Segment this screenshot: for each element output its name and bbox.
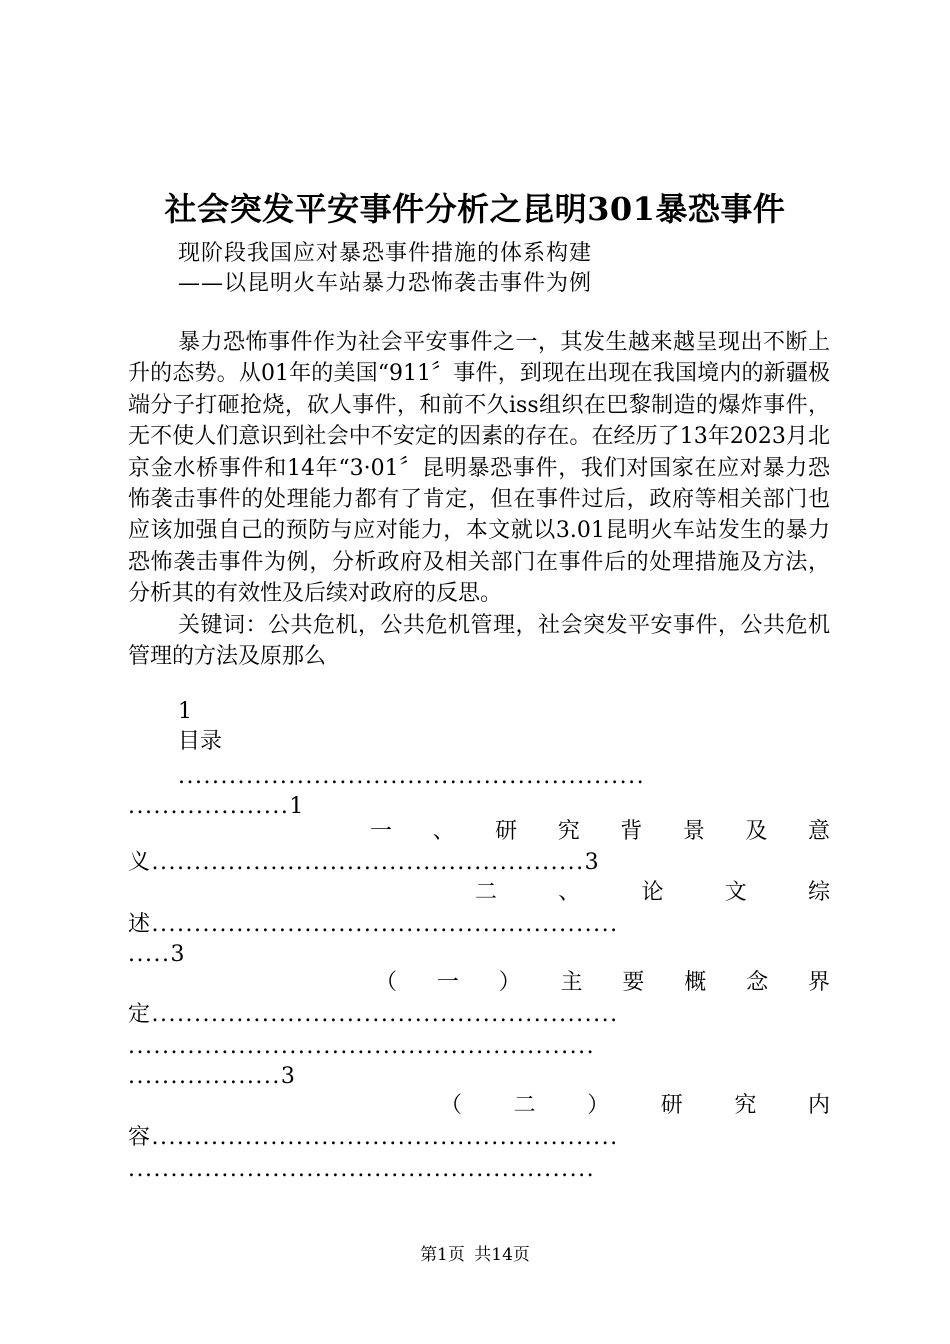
toc-item-2-cont: 述.......................................................	[128, 912, 619, 937]
document-title: 社会突发平安事件分析之昆明301暴恐事件	[164, 190, 786, 228]
abstract-paragraph: 暴力恐怖事件作为社会平安事件之一，其发生越来越呈现出不断上升的态势。从01年的美国“911〞事件，到现在出现在我国境内的新疆极端分子打砸抢烧，砍人事件，和前不久iss组织在巴黎制造的爆炸事件，无不使人们意识到社会中不安定的因素的存在。在经历了13年2023月北京金水桥事件和14年“3·01〞昆明暴恐事件，我们对国家在应对暴力恐怖袭击事件的处理能力都有了肯定，但在事件过后，政府等相关部门也应该加强自己的预防与应对能力，本文就以3.01昆明火车站发生的暴力恐怖袭击事件为例，分析政府及相关部门在事件后的处理措施及方法，分析其的有效性及后续对政府的反思。	[128, 330, 830, 607]
toc-item-2-page: .....3	[128, 942, 186, 967]
toc-heading: 目录	[178, 729, 223, 754]
toc-item-3-line2: .......................................................	[128, 1034, 596, 1059]
toc-item-3: （ 一 ） 主 要 概 念 界	[375, 970, 830, 995]
keywords-paragraph: 关键词：公共危机，公共危机管理，社会突发平安事件，公共危机管理的方法及原那么	[128, 612, 830, 670]
toc-dots-page: ...................1	[128, 794, 305, 819]
toc-item-3-cont: 定.......................................................	[128, 1002, 619, 1027]
page-total: 共14页	[474, 1245, 530, 1265]
page-footer	[0, 1243, 950, 1267]
toc-item-4-line2: .......................................................	[128, 1157, 596, 1182]
toc-dots-line: .......................................................	[178, 764, 646, 789]
toc-item-1: 一 、 研 究 背 景 及 意	[370, 819, 830, 844]
toc-item-4: （ 二 ） 研 究 内	[440, 1093, 830, 1118]
subtitle-line-1: 现阶段我国应对暴恐事件措施的体系构建	[178, 241, 593, 266]
toc-item-3-page: ..................3	[128, 1064, 297, 1089]
body-text	[128, 327, 830, 672]
toc-item-1-cont: 义...................................................3	[128, 850, 601, 875]
page-marker: 1	[178, 699, 192, 724]
toc-item-4-cont: 容.......................................................	[128, 1125, 619, 1150]
page-number: 第1页	[420, 1245, 465, 1265]
subtitle-line-2: ——以昆明火车站暴力恐怖袭击事件为例	[178, 271, 593, 296]
toc-item-2: 二 、 论 文 综	[475, 880, 830, 905]
